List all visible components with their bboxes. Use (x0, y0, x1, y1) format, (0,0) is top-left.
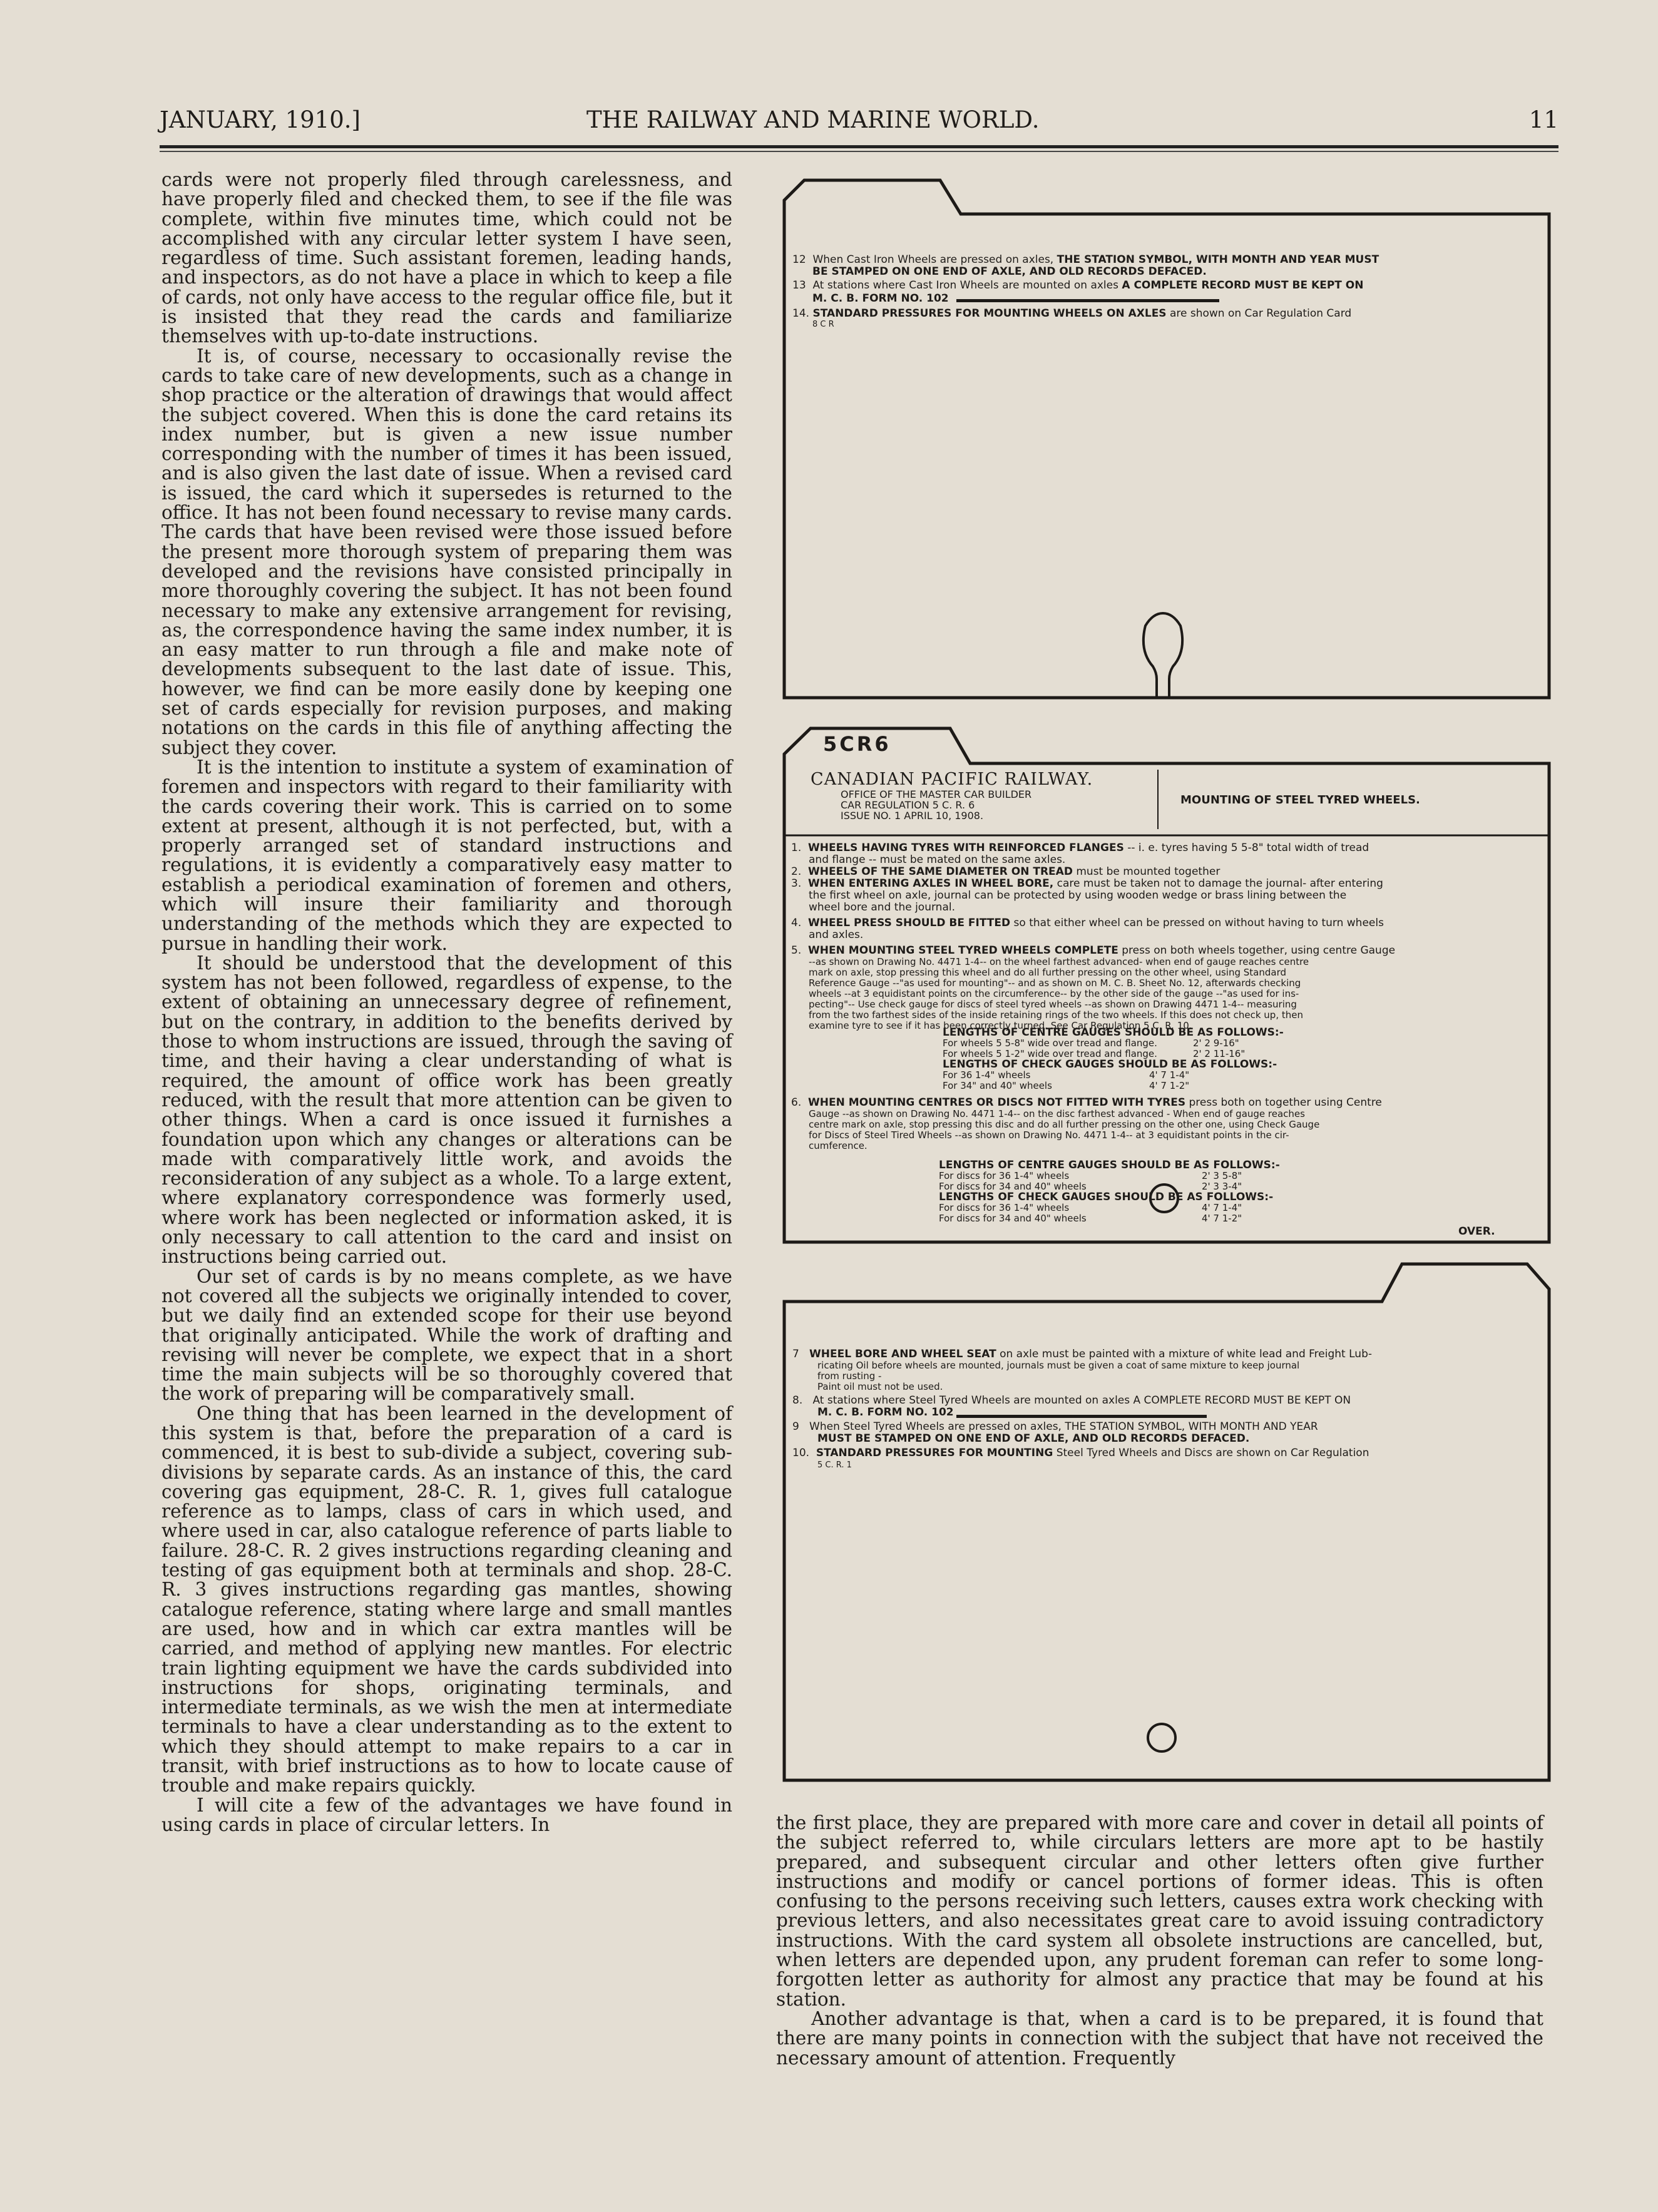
header-rule-thin (160, 151, 1558, 152)
card-line: 5. WHEN MOUNTING STEEL TYRED WHEELS COMPLETE press on both wheels together, using centre Gauge (791, 944, 1396, 957)
card-line: and axles. (809, 929, 864, 941)
paragraph: the first place, they are prepared with more care and cover in detail all points of the subject referred to, while circulars letters are more apt to be hastily prepared, and subsequent circular and other letters often give further instructions and modify or cancel portions of former ideas. This is often confusing to the persons receiving such letters, causes extra work checking with previous letters, and also necessitates great care to avoid issuing contradictory instructions. With the card system all obsolete instructions are cancelled, but, when letters are depended upon, any prudent foreman can refer to some long-forgotten letter as authority for almost any practice that may be found at his station. (776, 1812, 1543, 2010)
card-header (811, 770, 1149, 821)
table-row: For wheels 5 5-8" wide over tread and flange. 2' 2 9-16" (943, 1037, 1239, 1049)
table-row: For discs for 34 and 40" wheels 4' 7 1-2" (939, 1213, 1242, 1224)
header-title: THE RAILWAY AND MARINE WORLD. (586, 106, 1040, 133)
right-column (776, 1813, 1543, 2068)
card-line: 7 WHEEL BORE AND WHEEL SEAT on axle must be painted with a mixture of white lead and Freight Lub- (792, 1348, 1372, 1360)
card-line: 9 When Steel Tyred Wheels are pressed on axles, THE STATION SYMBOL, WITH MONTH AND YEAR (792, 1420, 1318, 1433)
card-body-6 (791, 1097, 1542, 1151)
issue-info: ISSUE NO. 1 APRIL 10, 1908. (841, 810, 984, 822)
card-line: Paint oil must not be used. (817, 1381, 943, 1392)
card-line: --as shown on Drawing No. 4471 1-4-- on the wheel farthest advanced- when end of gauge reaches centre (809, 956, 1309, 967)
office-name: OFFICE OF THE MASTER CAR BUILDER (841, 788, 1032, 800)
table-heading: LENGTHS OF CHECK GAUGES SHOULD BE AS FOLLOWS:- (939, 1191, 1274, 1203)
card-line: examine tyre to see if it has been correctly turned. See Car Regulation 5 C. R. 10. (809, 1020, 1192, 1031)
card-line: 5 C. R. 1 (817, 1460, 852, 1470)
card1-item: BE STAMPED ON ONE END OF AXLE, AND OLD RECORDS DEFACED. (812, 265, 1207, 278)
card-line: ricating Oil before wheels are mounted, journals must be given a coat of same mixture to keep journal (817, 1360, 1300, 1371)
form-underline (956, 1415, 1207, 1418)
regulation-id: CAR REGULATION 5 C. R. 6 (841, 799, 975, 811)
card1-item: 14. STANDARD PRESSURES FOR MOUNTING WHEELS ON AXLES are shown on Car Regulation Card (792, 307, 1352, 320)
paragraph: Our set of cards is by no means complete, as we have not covered all the subjects we originally intended to cover, but we daily find an extended scope for their use beyond that originally anticipated. While the work of drafting and revising will never be complete, we expect that in a short time the main subjects will be so thoroughly covered that the work of preparing will be comparatively small. (161, 1265, 732, 1405)
over-label: OVER. (1458, 1225, 1495, 1238)
card-line: the first wheel on axle, journal can be protected by using wooden wedge or brass lining between the (809, 889, 1347, 902)
card-line: mark on axle, stop pressing this wheel and do all further pressing on the other wheel, using Standard (809, 967, 1286, 978)
card-line: M. C. B. FORM NO. 102 (817, 1406, 954, 1419)
card-subject: MOUNTING OF STEEL TYRED WHEELS. (1180, 793, 1420, 807)
card-line: and flange -- must be mated on the same axles. (809, 854, 1066, 866)
card-tab-label: 5CR6 (823, 732, 891, 756)
card-line: MUST BE STAMPED ON ONE END OF AXLE, AND OLD RECORDS DEFACED. (817, 1432, 1250, 1445)
card-line: centre mark on axle, stop pressing this disc and do all further pressing on the other one, using Check Gauge (809, 1119, 1320, 1130)
company-name: CANADIAN PACIFIC RAILWAY. (811, 770, 1093, 789)
paragraph: One thing that has been learned in the development of this system is that, before the preparation of a card is commenced, it is best to sub-divide a subject, covering sub-divisions by separate cards. As an instance of this, the card covering gas equipment, 28-C. R. 1, gives full catalogue reference as to lamps, class of cars in which used, and where used in car, also catalogue reference of parts liable to failure. 28-C. R. 2 gives instructions regarding cleaning and testing of gas equipment both at terminals and shop. 28-C. R. 3 gives instructions regarding gas mantles, showing catalogue reference, stating where large and small mantles are used, how and in which car extra mantles will be carried, and method of applying new mantles. For electric train lighting equipment we have the cards subdivided into instructions for shops, originating terminals, and intermediate terminals, as we wish the men at intermediate terminals to have a clear understanding as to the extent to which they should attempt to make repairs to a car in transit, with brief instructions as to how to locate cause of trouble and make repairs quickly. (161, 1402, 732, 1797)
paragraph: I will cite a few of the advantages we have found in using cards in place of circular letters. In (161, 1794, 732, 1835)
card-line: for Discs of Steel Tired Wheels --as shown on Drawing No. 4471 1-4-- at 3 equidistant points in the cir- (809, 1129, 1289, 1141)
card-line: Gauge --as shown on Drawing No. 4471 1-4-- on the disc farthest advanced - When end of gauge reaches (809, 1108, 1305, 1119)
card-line: from rusting - (817, 1370, 882, 1382)
card1-item: M. C. B. FORM NO. 102 (812, 292, 949, 305)
index-card-3 (782, 1261, 1552, 1783)
card-line: 10. STANDARD PRESSURES FOR MOUNTING Steel Tyred Wheels and Discs are shown on Car Regulation (792, 1447, 1369, 1459)
card-line: wheels --at 3 equidistant points on the circumference-- by the other side of the gauge --"as used for ins- (809, 988, 1299, 999)
card-line: 1. WHEELS HAVING TYRES WITH REINFORCED FLANGES -- i. e. tyres having 5 5-8" total width of tread (791, 842, 1369, 854)
card3-body (792, 1348, 1543, 1471)
card-outline (782, 1261, 1552, 1783)
card1-item: 8 C R (812, 320, 834, 329)
card-line: 2. WHEELS OF THE SAME DIAMETER ON TREAD must be mounted together (791, 865, 1220, 878)
table-row: For 34" and 40" wheels 4' 7 1-2" (943, 1080, 1190, 1091)
table-row: For discs for 36 1-4" wheels 2' 3 5-8" (939, 1170, 1242, 1181)
page-header (160, 106, 1558, 144)
table-heading: LENGTHS OF CENTRE GAUGES SHOULD BE AS FOLLOWS:- (939, 1159, 1280, 1171)
table-heading: LENGTHS OF CENTRE GAUGES SHOULD BE AS FOLLOWS:- (943, 1026, 1284, 1039)
table-row: For discs for 36 1-4" wheels 4' 7 1-4" (939, 1202, 1242, 1213)
header-date: JANUARY, 1910.] (160, 106, 361, 133)
card-body (791, 842, 1542, 1031)
card-line: 4. WHEEL PRESS SHOULD BE FITTED so that either wheel can be pressed on without having to turn wheels (791, 917, 1384, 929)
page-number: 11 (1528, 106, 1558, 133)
paragraph: It is the intention to institute a system of examination of foremen and inspectors with regard to their familiarity with the cards covering their work. This is carried on to some extent at present, although it is not perfected, but, with a properly arranged set of standard instructions and regulations, it is evidently a comparatively easy matter to establish a periodical examination of foremen and others, which will insure their familiarity and thorough understanding of the methods which they are expected to pursue in handling their work. (161, 756, 732, 954)
left-column (161, 170, 732, 1835)
index-card-1 (782, 175, 1552, 701)
centre-gauge-table (943, 1027, 1293, 1091)
paragraph: It is, of course, necessary to occasionally revise the cards to take care of new developments, such as a change in shop practice or the alteration of drawings that would affect the subject covered. When this is done the card retains its index number, but is given a new issue number corresponding with the number of times it has been issued, and is also given the last date of issue. When a revised card is issued, the card which it supersedes is returned to the office. It has not been found necessary to revise many cards. The cards that have been revised were those issued before the present more thorough system of preparing them was developed and the revisions have consisted principally in more thoroughly covering the subject. It has not been found necessary to make any extensive arrangement for revising, as, the correspondence having the same index number, it is an easy matter to run through a file and make note of developments subsequent to the last date of issue. This, however, we find can be more easily done by keeping one set of cards especially for revision purposes, and making notations on the cards in this file of anything affecting the subject they cover. (161, 345, 732, 758)
header-rule (160, 145, 1558, 148)
table-row: For discs for 34 and 40" wheels 2' 3 3-4" (939, 1181, 1242, 1192)
card1-item: 13 At stations where Cast Iron Wheels are mounted on axles A COMPLETE RECORD MUST BE KEPT ON (792, 279, 1364, 292)
card-line: 6. WHEN MOUNTING CENTRES OR DISCS NOT FITTED WITH TYRES press both on together using Centre (791, 1096, 1382, 1109)
card-line: pecting"-- Use check gauge for discs of steel tyred wheels --as shown on Drawing 4471 1-4-- measuring (809, 999, 1297, 1010)
table-row: For 36 1-4" wheels 4' 7 1-4" (943, 1069, 1190, 1081)
disc-gauge-table (939, 1160, 1377, 1224)
paragraph: cards were not properly filed through carelessness, and have properly filed and checked them, to see if the file was complete, within five minutes time, which could not be accomplished with any circular letter system I have seen, regardless of time. Such assistant foremen, leading hands, and inspectors, as do not have a place in which to keep a file of cards, not only have access to the regular office file, but it is insisted that they read the cards and familiarize themselves with up-to-date instructions. (161, 169, 732, 347)
table-row: For wheels 5 1-2" wide over tread and flange. 2' 2 11-16" (943, 1048, 1246, 1059)
paragraph: It should be understood that the development of this system has not been followed, regardless of expense, to the extent of obtaining an unnecessary degree of refinement, but on the contrary, in addition to the benefits derived by those to whom instructions are issued, through the saving of time, and their having a clear understanding of what is required, the amount of office work has been greatly reduced, with the result that more attention can be given to other things. When a card is once issued it furnishes a foundation upon which any changes or alterations can be made with comparatively little work, and avoids the reconsideration of any subject as a whole. To a large extent, where explanatory correspondence was formerly used, where work has been neglected or information asked, it is only necessary to call attention to the card and insist on instructions being carried out. (161, 952, 732, 1268)
card1-item: 12 When Cast Iron Wheels are pressed on axles, THE STATION SYMBOL, WITH MONTH AND YEAR MUST (792, 253, 1379, 266)
card-line: from the two farthest sides of the inside retaining rings of the two wheels. If this does not check up, then (809, 1009, 1303, 1021)
form-underline (956, 299, 1219, 302)
card-line: 8. At stations where Steel Tyred Wheels are mounted on axles A COMPLETE RECORD MUST BE KEPT ON (792, 1394, 1351, 1407)
paragraph: Another advantage is that, when a card is to be prepared, it is found that there are many points in connection with the subject that have not received the necessary amount of attention. Frequently (776, 2007, 1543, 2069)
card-line: cumference. (809, 1140, 867, 1151)
card-line: Reference Gauge --"as used for mounting"-- and as shown on M. C. B. Sheet No. 12, afterwards checking (809, 977, 1301, 989)
index-card-5cr6 (782, 720, 1552, 1245)
card-line: wheel bore and the journal. (809, 901, 955, 914)
card-line: 3. WHEN ENTERING AXLES IN WHEEL BORE, care must be taken not to damage the journal- after entering (791, 877, 1383, 890)
table-heading: LENGTHS OF CHECK GAUGES SHOULD BE AS FOLLOWS:- (943, 1058, 1277, 1071)
